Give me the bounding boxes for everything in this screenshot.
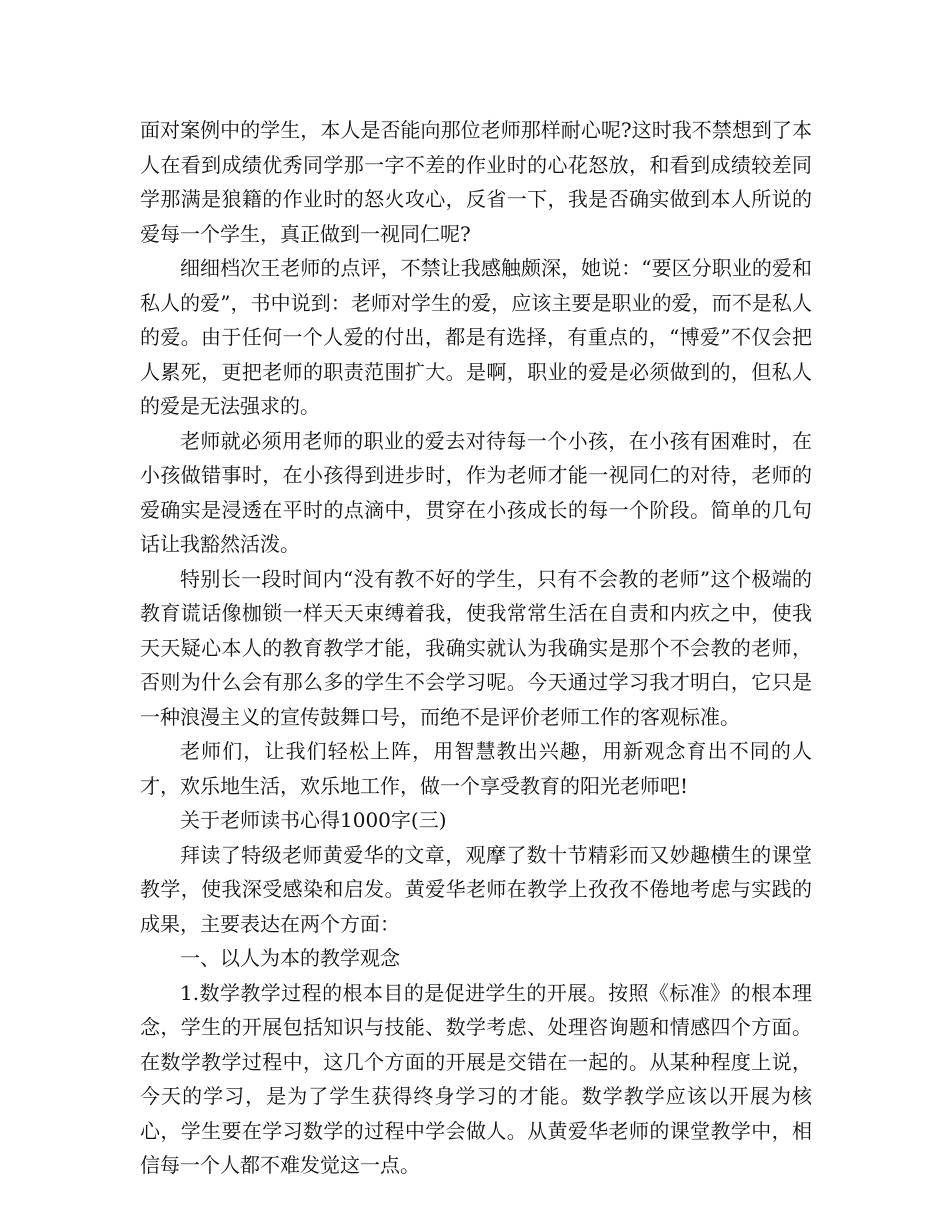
paragraph-7: 1.数学教学过程的根本目的是促进学生的开展。按照《标准》的根本理念，学生的开展包括知识与技能、数学考虑、处理咨询题和情感四个方面。在数学教学过程中，这几个方面的开展是交错在一起的。从某种程度上说，今天的学习，是为了学生获得终身学习的才能。数学教学应该以开展为核心，学生要在学习数学的过程中学会做人。从黄爱华老师的课堂教学中，相信每一个人都不难发觉这一点。 — [140, 980, 812, 1177]
document-body — [140, 113, 812, 1183]
section-title: 关于老师读书心得1000字(三) — [180, 808, 447, 832]
paragraph-2: 细细档次王老师的点评，不禁让我感触颇深，她说：“要区分职业的爱和私人的爱”，书中说到：老师对学生的爱，应该主要是职业的爱，而不是私人的爱。由于任何一个人爱的付出，都是有选择，有重点的，“博爱”不仅会把人累死，更把老师的职责范围扩大。是啊，职业的爱是必须做到的，但私人的爱是无法强求的。 — [140, 256, 812, 418]
paragraph-4: 特别长一段时间内“没有教不好的学生，只有不会教的老师”这个极端的教育谎话像枷锁一样天天束缚着我，使我常常生活在自责和内疚之中，使我天天疑心本人的教育教学才能，我确实就认为我确实是那个不会教的老师，否则为什么会有那么多的学生不会学习呢。今天通过学习我才明白，它只是一种浪漫主义的宣传鼓舞口号，而绝不是评价老师工作的客观标准。 — [140, 566, 812, 729]
paragraph-5: 老师们，让我们轻松上阵，用智慧教出兴趣，用新观念育出不同的人才，欢乐地生活，欢乐地工作，做一个享受教育的阳光老师吧! — [140, 739, 812, 798]
paragraph-6: 拜读了特级老师黄爱华的文章，观摩了数十节精彩而又妙趣横生的课堂教学，使我深受感染和启发。黄爱华老师在教学上孜孜不倦地考虑与实践的成果，主要表达在两个方面： — [140, 842, 812, 936]
paragraph-3: 老师就必须用老师的职业的爱去对待每一个小孩，在小孩有困难时，在小孩做错事时，在小孩得到进步时，作为老师才能一视同仁的对待，老师的爱确实是浸透在平时的点滴中，贯穿在小孩成长的每一个阶段。简单的几句话让我豁然活泼。 — [140, 428, 812, 556]
paragraph-1: 面对案例中的学生，本人是否能向那位老师那样耐心呢?这时我不禁想到了本人在看到成绩优秀同学那一字不差的作业时的心花怒放，和看到成绩较差同学那满是狼籍的作业时的怒火攻心，反省一下，我是否确实做到本人所说的爱每一个学生，真正做到一视同仁呢? — [140, 118, 812, 246]
subsection-heading: 一、以人为本的教学观念 — [180, 946, 400, 970]
